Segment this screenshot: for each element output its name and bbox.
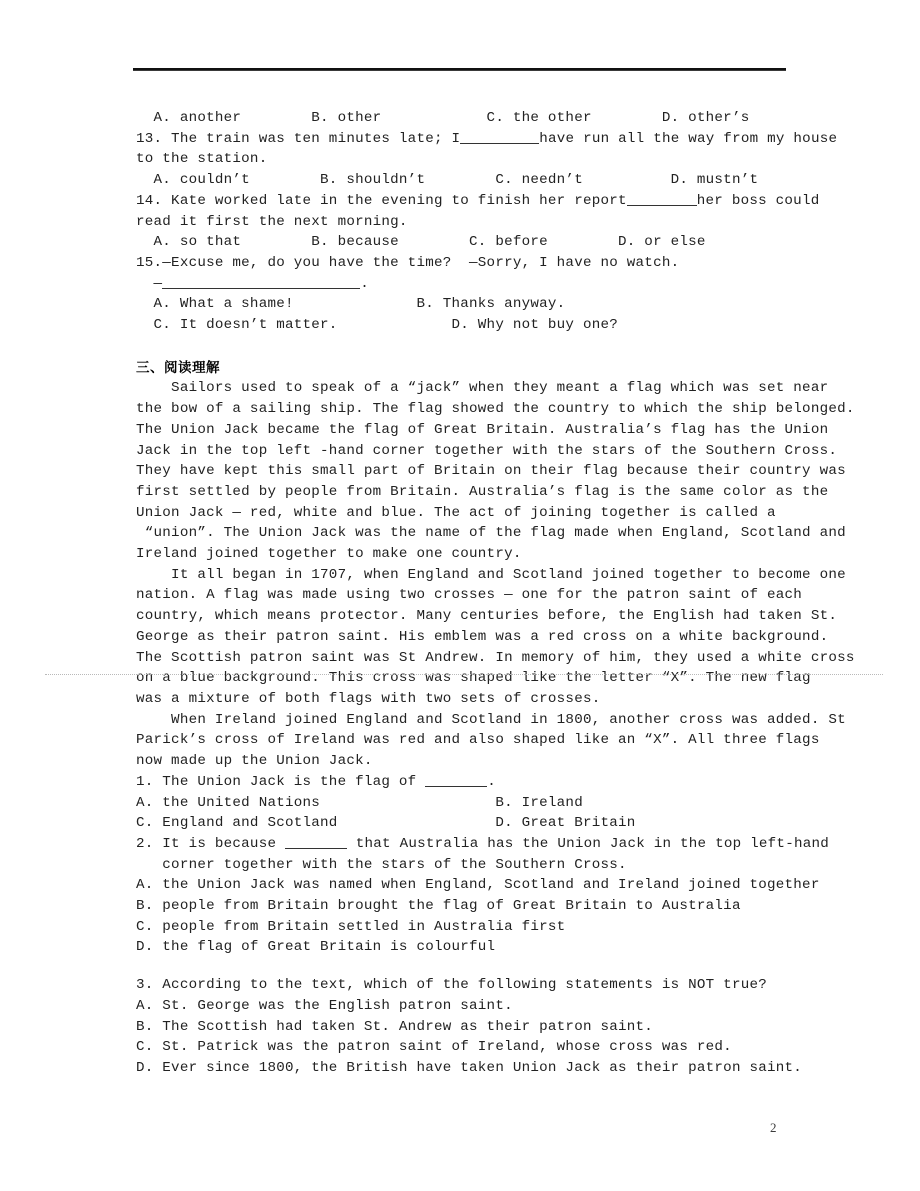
page-number: 2 [770, 1120, 777, 1135]
q14-stem-text: 14. Kate worked late in the evening to finish her report [136, 192, 627, 209]
passage-line: Union Jack — red, white and blue. The act of joining together is called a [136, 504, 776, 521]
reading-question-2-option-a: A. the Union Jack was named when England, Scotland and Ireland joined together [136, 877, 820, 894]
section-gap [136, 336, 788, 358]
q13-stem-text: 13. The train was ten minutes late; I [136, 130, 461, 147]
reading-question-1-stem [136, 772, 788, 793]
passage-line: now made up the Union Jack. [136, 753, 373, 770]
rq2-answer-blank[interactable] [285, 848, 347, 849]
passage-line: “union”. The Union Jack was the name of the flag made when England, Scotland and [136, 525, 846, 542]
header-rule [133, 68, 786, 71]
reading-question-1-options-cd: C. England and Scotland D. Great Britain [136, 815, 636, 832]
reading-section-heading: 三、阅读理解 [136, 359, 220, 376]
reading-question-2-option-d: D. the flag of Great Britain is colourful [136, 939, 496, 956]
question-13-stem-line-1 [136, 129, 838, 150]
reading-question-1-options-ab: A. the United Nations B. Ireland [136, 794, 583, 811]
passage-line: Parick’s cross of Ireland was red and also shaped like an “X”. All three flags [136, 732, 820, 749]
question-14-stem-line-2: read it first the next morning. [136, 213, 408, 230]
page-content [136, 108, 855, 1079]
page-break-marker [45, 674, 883, 675]
rq2-stem-text: 2. It is because [136, 835, 285, 852]
question-15-options-ab: A. What a shame! B. Thanks anyway. [136, 296, 566, 313]
question-gap [136, 958, 788, 975]
reading-question-3-option-c: C. St. Patrick was the patron saint of Ireland, whose cross was red. [136, 1039, 732, 1056]
passage-line: The Union Jack became the flag of Great Britain. Australia’s flag has the Union [136, 421, 829, 438]
q14-stem-tail: her boss could [696, 192, 820, 209]
passage-line: nation. A flag was made using two crosses — one for the patron saint of each [136, 587, 803, 604]
q14-answer-blank[interactable] [627, 205, 697, 206]
reading-question-3-option-d: D. Ever since 1800, the British have taken Union Jack as their patron saint. [136, 1059, 803, 1076]
passage-line: The Scottish patron saint was St Andrew. In memory of him, they used a white cross [136, 649, 855, 666]
passage-line: on a blue background. This cross was shaped like the letter “X”. The new flag [136, 670, 811, 687]
question-15-stem: 15.—Excuse me, do you have the time? —Sorry, I have no watch. [136, 254, 680, 271]
passage-line: It all began in 1707, when England and Scotland joined together to become one [136, 566, 846, 583]
q13-stem-tail: have run all the way from my house [539, 130, 838, 147]
question-14-options: A. so that B. because C. before D. or else [136, 234, 706, 251]
question-14-stem-line-1 [136, 191, 820, 212]
passage-line: When Ireland joined England and Scotland in 1800, another cross was added. St [136, 711, 846, 728]
question-13-stem-line-2: to the station. [136, 151, 268, 168]
question-13-options: A. couldn’t B. shouldn’t C. needn’t D. mustn’t [136, 172, 759, 189]
passage-line: Sailors used to speak of a “jack” when they meant a flag which was set near [136, 380, 829, 397]
reading-question-3-option-a: A. St. George was the English patron saint. [136, 997, 513, 1014]
q15-answer-blank[interactable] [162, 288, 360, 289]
rq1-answer-blank[interactable] [425, 786, 487, 787]
passage-line: George as their patron saint. His emblem was a red cross on a white background. [136, 628, 829, 645]
rq1-stem-text: 1. The Union Jack is the flag of [136, 773, 426, 790]
reading-question-3-option-b: B. The Scottish had taken St. Andrew as their patron saint. [136, 1018, 654, 1035]
q15-period: . [360, 275, 370, 292]
q13-answer-blank[interactable] [460, 143, 539, 144]
passage-line: was a mixture of both flags with two sets of crosses. [136, 690, 601, 707]
passage-line: first settled by people from Britain. Australia’s flag is the same color as the [136, 483, 829, 500]
passage-line: country, which means protector. Many centuries before, the English had taken St. [136, 608, 838, 625]
reading-question-3-stem: 3. According to the text, which of the following statements is NOT true? [136, 977, 767, 994]
passage-line: the bow of a sailing ship. The flag showed the country to which the ship belonged. [136, 401, 855, 418]
rq1-period: . [487, 773, 496, 790]
question-15-answer-line [136, 274, 788, 295]
question-15-options-cd: C. It doesn’t matter. D. Why not buy one? [136, 317, 619, 334]
question-12-options: A. another B. other C. the other D. other’s [136, 110, 750, 126]
reading-question-2-stem-line-1 [136, 834, 830, 855]
reading-question-2-stem-line-2: corner together with the stars of the Southern Cross. [136, 856, 627, 873]
rq2-stem-tail: that Australia has the Union Jack in the top left-hand [347, 835, 830, 852]
passage-line: Jack in the top left -hand corner together with the stars of the Southern Cross. [136, 442, 838, 459]
reading-question-2-option-c: C. people from Britain settled in Australia first [136, 918, 566, 935]
passage-line: Ireland joined together to make one country. [136, 546, 522, 563]
reading-question-2-option-b: B. people from Britain brought the flag of Great Britain to Australia [136, 898, 741, 915]
passage-line: They have kept this small part of Britain on their flag because their country was [136, 463, 846, 480]
q15-dash: — [136, 275, 163, 292]
